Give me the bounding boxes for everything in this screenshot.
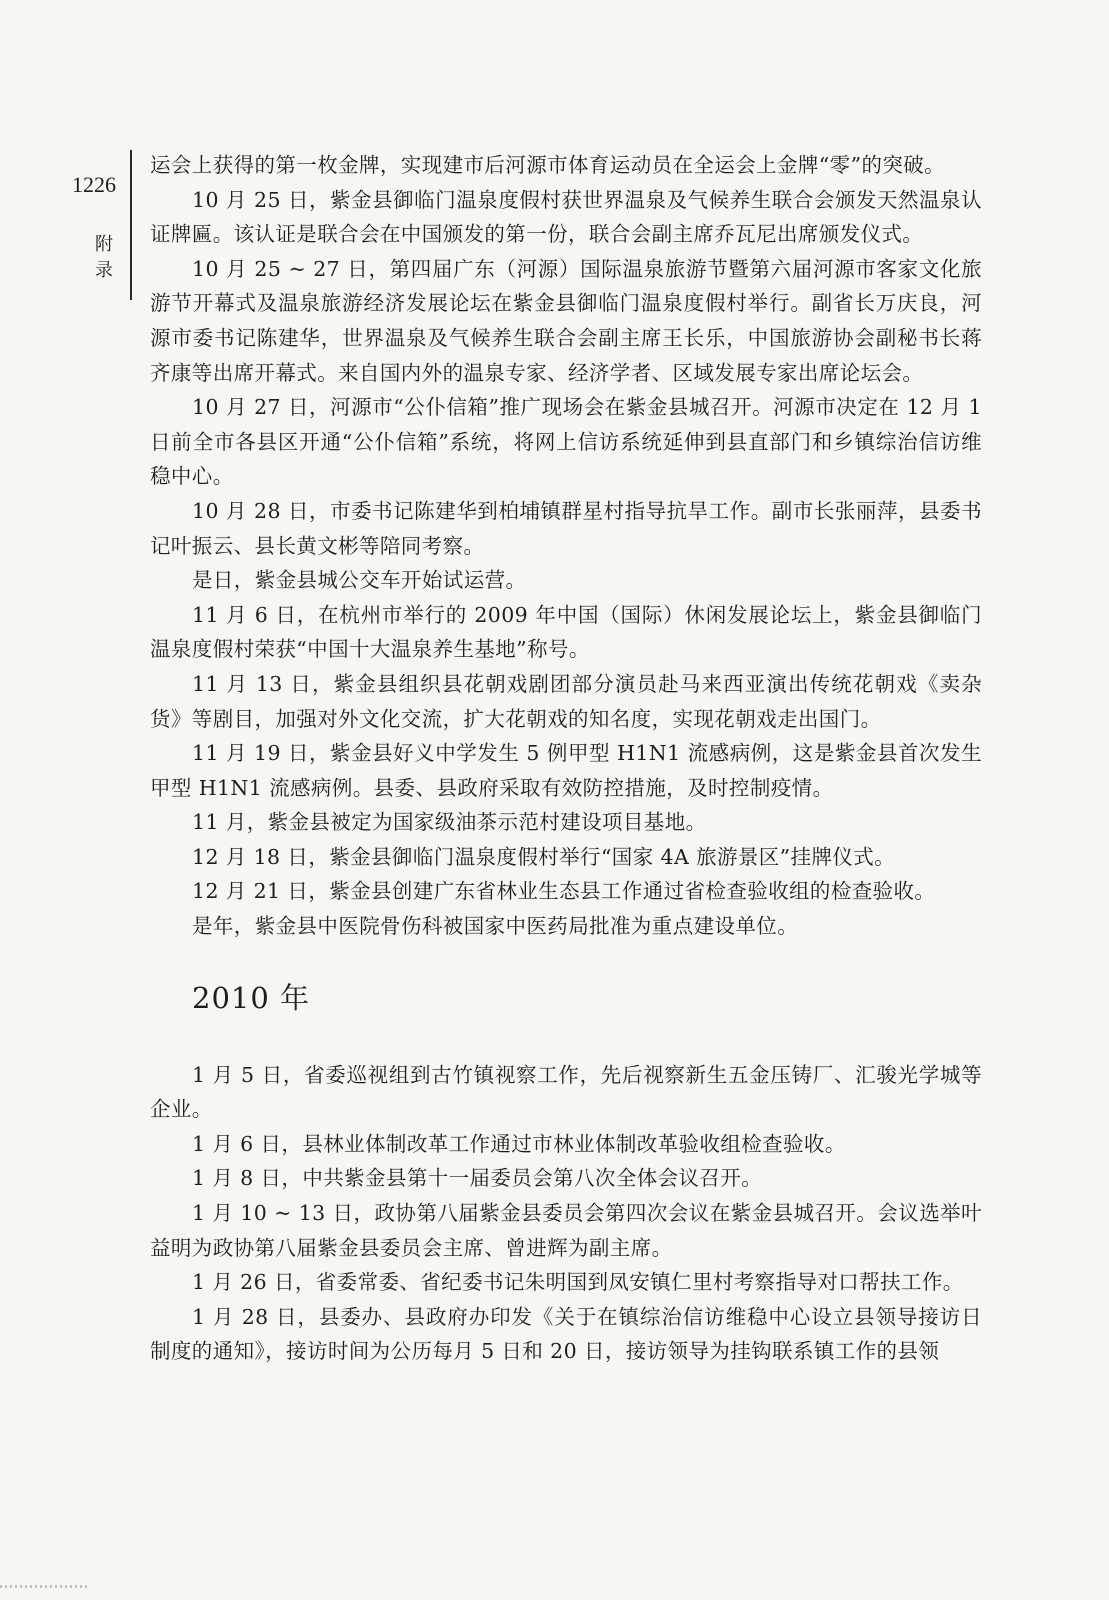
year-heading: 2010 年 — [192, 980, 311, 1015]
chronicle-entry: 12 月 18 日，紫金县御临门温泉度假村举行“国家 4A 旅游景区”挂牌仪式。 — [192, 844, 896, 869]
scan-edge-mark — [0, 1585, 90, 1588]
chronicle-entry: 1 月 10 ~ 13 日，政协第八届紫金县委员会第四次会议在紫金县城召开。会议选举叶益明为政协第八届紫金县委员会主席、曾进辉为副主席。 — [150, 1201, 982, 1260]
chronicle-entry: 11 月 6 日，在杭州市举行的 2009 年中国（国际）休闲发展论坛上，紫金县御临门温泉度假村荣获“中国十大温泉养生基地”称号。 — [150, 602, 982, 662]
chronicle-entry: 12 月 21 日，紫金县创建广东省林业生态县工作通过省检查验收组的检查验收。 — [192, 879, 936, 904]
chronicle-entry: 1 月 5 日，省委巡视组到古竹镇视察工作，先后视察新生五金压铸厂、汇骏光学城等企业。 — [150, 1062, 982, 1122]
chronicle-entry: 1 月 6 日，县林业体制改革工作通过市林业体制改革验收组检查验收。 — [192, 1131, 846, 1156]
entries-2010 — [150, 1058, 982, 1369]
chronicle-entry: 是日，紫金县城公交车开始试运营。 — [192, 568, 527, 593]
chronicle-entry: 1 月 26 日，省委常委、省纪委书记朱明国到凤安镇仁里村考察指导对口帮扶工作。 — [192, 1270, 964, 1295]
chronicle-entry: 11 月，紫金县被定为国家级油茶示范村建设项目基地。 — [192, 810, 707, 835]
entries-2009 — [150, 148, 982, 944]
margin-rule — [130, 150, 132, 300]
chronicle-entry: 10 月 28 日，市委书记陈建华到柏埔镇群星村指导抗旱工作。副市长张丽萍，县委书记叶振云、县长黄文彬等陪同考察。 — [150, 498, 982, 558]
margin-column — [0, 0, 140, 320]
chronicle-entry: 10 月 25 ~ 27 日，第四届广东（河源）国际温泉旅游节暨第六届河源市客家文化旅游节开幕式及温泉旅游经济发展论坛在紫金县御临门温泉度假村举行。副省长万庆良，河源市委书记陈建华，世界温泉及气候养生联合会副主席王长乐，中国旅游协会副秘书长蒋齐康等出席开幕式。来自国内外的温泉专家、经济学者、区域发展专家出席论坛会。 — [150, 256, 982, 385]
page-number: 1226 — [72, 172, 116, 197]
chronicle-entry: 1 月 8 日，中共紫金县第十一届委员会第八次全体会议召开。 — [192, 1166, 763, 1191]
section-label: 附录 — [95, 234, 113, 281]
chronicle-entry: 10 月 25 日，紫金县御临门温泉度假村获世界温泉及气候养生联合会颁发天然温泉认证牌匾。该认证是联合会在中国颁发的第一份，联合会副主席乔瓦尼出席颁发仪式。 — [150, 187, 982, 247]
chronicle-entry: 10 月 27 日，河源市“公仆信箱”推广现场会在紫金县城召开。河源市决定在 12 月 1 日前全市各县区开通“公仆信箱”系统，将网上信访系统延伸到县直部门和乡镇综治信访维稳中心。 — [150, 395, 982, 489]
chronicle-entry: 1 月 28 日，县委办、县政府办印发《关于在镇综治信访维稳中心设立县领导接访日制度的通知》，接访时间为公历每月 5 日和 20 日，接访领导为挂钩联系镇工作的县领 — [150, 1304, 982, 1364]
chronicle-entry: 11 月 13 日，紫金县组织县花朝戏剧团部分演员赴马来西亚演出传统花朝戏《卖杂货》等剧目，加强对外文化交流，扩大花朝戏的知名度，实现花朝戏走出国门。 — [150, 671, 982, 731]
chronicle-entry: 运会上获得的第一枚金牌，实现建市后河源市体育运动员在全运会上金牌“零”的突破。 — [150, 153, 946, 177]
page-body — [150, 148, 982, 1369]
chronicle-entry: 11 月 19 日，紫金县好义中学发生 5 例甲型 H1N1 流感病例，这是紫金县首次发生甲型 H1N1 流感病例。县委、县政府采取有效防控措施，及时控制疫情。 — [150, 741, 982, 800]
chronicle-entry: 是年，紫金县中医院骨伤科被国家中医药局批准为重点建设单位。 — [192, 914, 799, 939]
